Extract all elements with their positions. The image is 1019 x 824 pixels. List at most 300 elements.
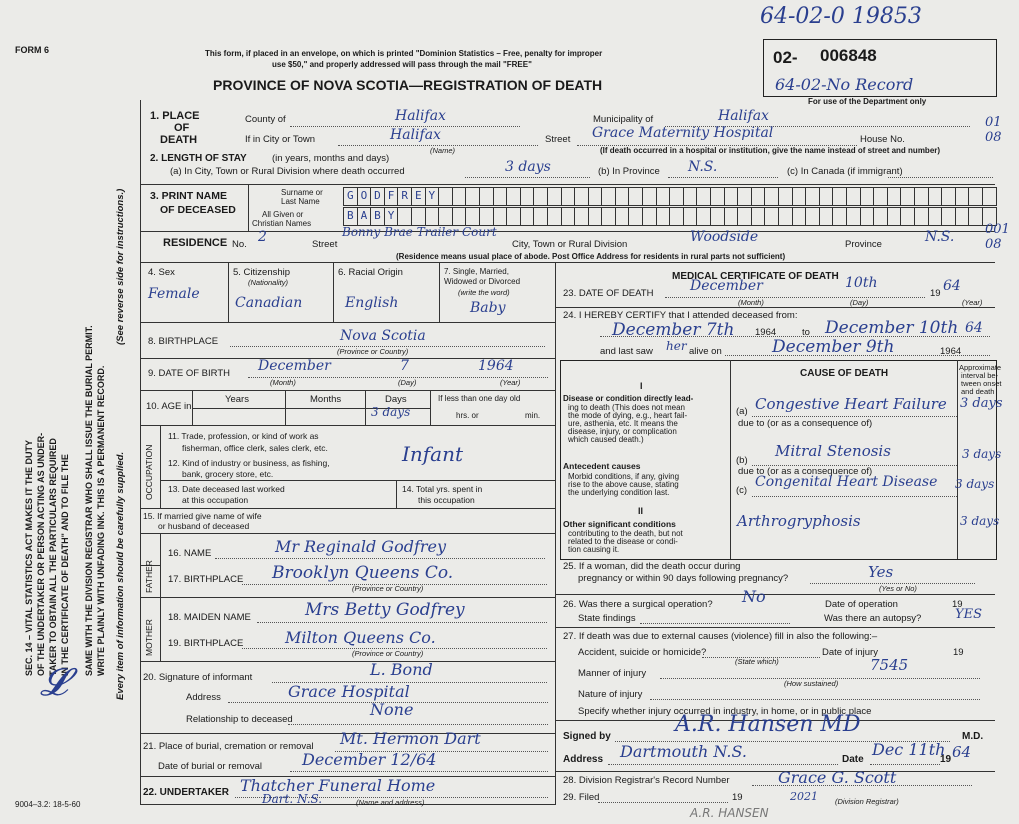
antecedent-label-2: Morbid conditions, if any, giving <box>568 472 680 481</box>
interval-label-2: interval be- <box>961 371 999 380</box>
letter-cell[interactable]: Y <box>426 188 440 205</box>
row-line-7 <box>140 322 555 323</box>
date-of-death-day: 10th <box>845 275 878 291</box>
letter-cell[interactable] <box>439 208 453 225</box>
envelope-note-1: This form, if placed in an envelope, on which is printed "Dominion Statistics – Free, penalty for improper <box>205 49 603 58</box>
dob-label: 9. DATE OF BIRTH <box>148 368 230 379</box>
age-lessday-label: If less than one day old <box>438 394 521 403</box>
letter-cell[interactable] <box>779 208 793 225</box>
burial-place: Mt. Hermon Dart <box>340 729 481 748</box>
side-every-item: Every item of information should be carefully supplied. <box>115 451 126 700</box>
nature-line <box>650 699 980 700</box>
physician-signature: A.R. Hansen MD <box>675 712 861 737</box>
letter-cell[interactable] <box>629 208 643 225</box>
marital-label-2: Widowed or Divorced <box>444 277 521 286</box>
row-line-mother <box>140 661 555 662</box>
divider-bottom <box>140 804 555 805</box>
dob-year: 1964 <box>478 358 514 374</box>
residence-margin-code: 001 08 <box>985 222 1010 252</box>
letter-cell[interactable] <box>874 208 888 225</box>
letter-cell[interactable] <box>494 188 508 205</box>
letter-cell[interactable] <box>847 208 861 225</box>
residence-no-label: No. <box>232 239 247 250</box>
marital-label-3: (write the word) <box>458 288 510 297</box>
accident-sub: (State which) <box>735 657 779 666</box>
side-text-1: SEC. 14 – VITAL STATISTICS ACT MAKES IT THE DUTY <box>24 439 34 676</box>
burial-date-line <box>290 771 548 772</box>
last-saw-date: December 9th <box>772 337 895 357</box>
q26-label: 26. Was there a surgical operation? <box>563 599 713 610</box>
md-label: M.D. <box>962 731 984 742</box>
letter-cell[interactable] <box>534 188 548 205</box>
autopsy-value: YES <box>955 607 982 622</box>
disease-label-4: ure, asthenia, etc. It means the <box>568 419 678 428</box>
letter-cell[interactable] <box>507 188 521 205</box>
q29-sub: (Division Registrar) <box>835 797 899 806</box>
letter-cell[interactable] <box>969 208 983 225</box>
other-conditions-value: Arthrogryphosis <box>737 512 861 530</box>
dob-month: December <box>258 358 331 374</box>
other-label-1: Other significant conditions <box>563 519 676 529</box>
letter-cell[interactable] <box>602 188 616 205</box>
age-years-label: Years <box>225 394 249 405</box>
nature-label: Nature of injury <box>578 689 643 700</box>
letter-cell[interactable] <box>466 188 480 205</box>
letter-cell[interactable] <box>548 188 562 205</box>
occupation-value: Infant <box>402 442 464 466</box>
race-label: 6. Racial Origin <box>338 267 403 278</box>
dob-month-sub: (Month) <box>270 378 296 387</box>
residence-division-label: City, Town or Rural Division <box>512 239 628 250</box>
stay-label: 2. LENGTH OF STAY <box>150 153 247 164</box>
accident-label: Accident, suicide or homicide? <box>578 647 707 658</box>
letter-cell[interactable] <box>439 188 453 205</box>
letter-cell[interactable] <box>861 188 875 205</box>
letter-cell[interactable] <box>398 208 412 225</box>
letter-cell[interactable] <box>956 208 970 225</box>
age-days-label: Days <box>385 394 407 405</box>
age-col-2 <box>285 390 286 425</box>
cause-a-line <box>752 416 957 417</box>
informant-address-label: Address <box>186 692 221 703</box>
date-of-death-yr-prefix: 19 <box>930 288 941 299</box>
antecedent-label-1: Antecedent causes <box>563 461 641 471</box>
divider-name <box>140 184 995 185</box>
residence-street: Bonny Brae Trailer Court <box>342 225 497 239</box>
father-side-label: FATHER <box>144 560 154 593</box>
letter-cell[interactable]: Y <box>385 208 399 225</box>
mother-birthplace-label: 19. BIRTHPLACE <box>168 638 244 649</box>
birthplace-value: Nova Scotia <box>340 328 426 344</box>
age-col-4 <box>430 390 431 425</box>
letter-cell[interactable]: A <box>358 208 372 225</box>
dob-year-sub: (Year) <box>500 378 521 387</box>
father-name-line <box>215 558 545 559</box>
race-value: English <box>345 295 399 311</box>
divider-q24 <box>555 307 995 308</box>
q28-label: 28. Division Registrar's Record Number <box>563 775 730 786</box>
citizenship-value: Canadian <box>235 295 303 311</box>
letter-cell[interactable] <box>657 188 671 205</box>
hospital-note: (If death occurred in a hospital or institution, give the name instead of street and number) <box>600 146 941 155</box>
other-conditions-interval: 3 days <box>960 514 1000 528</box>
form-code: 9004–3.2: 18-5-60 <box>15 800 81 809</box>
informant-address: Grace Hospital <box>288 682 410 701</box>
antecedent-label-4: the underlying condition last. <box>568 488 670 497</box>
given-name-cells[interactable] <box>343 207 997 226</box>
row-line-9 <box>140 390 555 391</box>
stay-c-label: (c) In Canada (if immigrant) <box>787 166 903 177</box>
cause-c-interval: 3 days <box>955 477 995 491</box>
registrar-signature: Grace G. Scott <box>778 768 897 787</box>
letter-cell[interactable] <box>466 208 480 225</box>
divider-q27 <box>555 627 995 628</box>
divider-residence <box>140 231 995 232</box>
letter-cell[interactable] <box>833 208 847 225</box>
marital-label-1: 7. Single, Married, <box>444 267 509 276</box>
letter-cell[interactable] <box>765 208 779 225</box>
file-number-handwritten: 64-02-0 19853 <box>760 4 922 29</box>
letter-cell[interactable] <box>453 188 467 205</box>
signed-date: Dec 11th <box>872 740 946 759</box>
place-label-3: DEATH <box>160 134 198 146</box>
letter-cell[interactable] <box>562 208 576 225</box>
form-number: FORM 6 <box>15 45 50 55</box>
letter-cell[interactable] <box>888 208 902 225</box>
row-line-occ <box>140 508 555 509</box>
letter-cell[interactable] <box>929 208 943 225</box>
father-name-label: 16. NAME <box>168 548 212 559</box>
letter-cell[interactable] <box>670 208 684 225</box>
due-to-1: due to (or as a consequence of) <box>738 418 873 429</box>
letter-cell[interactable] <box>942 188 956 205</box>
last-saw-pronoun: her <box>666 339 687 353</box>
attended-from: December 7th <box>612 320 735 340</box>
bottom-stamp: A.R. HANSEN <box>690 806 769 820</box>
attended-to: December 10th <box>825 318 959 338</box>
letter-cell[interactable] <box>765 188 779 205</box>
letter-cell[interactable] <box>562 188 576 205</box>
letter-cell[interactable] <box>548 208 562 225</box>
injury-date-yr: 19 <box>953 647 964 658</box>
disease-label-3: the mode of dying, e.g., heart fail- <box>568 411 688 420</box>
stay-b-label: (b) In Province <box>598 166 660 177</box>
row-line-10 <box>140 425 555 426</box>
manner-sub: (How sustained) <box>784 679 839 688</box>
letter-cell[interactable] <box>616 188 630 205</box>
letter-cell[interactable] <box>942 208 956 225</box>
letter-cell[interactable]: F <box>385 188 399 205</box>
letter-cell[interactable]: G <box>344 188 358 205</box>
physician-address-label: Address <box>563 754 604 765</box>
letter-cell[interactable] <box>738 188 752 205</box>
surname-label-1: Surname or <box>281 188 323 197</box>
father-name: Mr Reginald Godfrey <box>275 537 447 556</box>
manner-label: Manner of injury <box>578 668 647 679</box>
occupation-inner-line <box>160 480 555 481</box>
letter-cell[interactable] <box>589 208 603 225</box>
where-label: Specify whether injury occurred in industry, in home, or in public place <box>578 706 872 717</box>
residence-province: N.S. <box>925 229 955 245</box>
antecedent-label-3: rise to the above cause, stating <box>568 480 679 489</box>
undertaker-sub: (Name and address) <box>356 798 425 807</box>
cause-title: CAUSE OF DEATH <box>800 368 889 379</box>
mother-side-label: MOTHER <box>144 619 154 656</box>
signed-date-line <box>870 764 940 765</box>
letter-cell[interactable]: B <box>344 208 358 225</box>
cause-a-interval: 3 days <box>960 396 1003 411</box>
undertaker-address: Dart. N.S. <box>262 792 323 806</box>
occupation-side-line <box>160 425 161 508</box>
q11-label-1: 11. Trade, profession, or kind of work as <box>168 431 319 441</box>
letter-cell[interactable] <box>453 208 467 225</box>
parents-side-line <box>160 533 161 661</box>
cause-roman-1: I <box>640 381 643 391</box>
col-5-6 <box>333 262 334 322</box>
attended-to-label: to <box>802 327 810 338</box>
maiden-name-label: 18. MAIDEN NAME <box>168 612 251 623</box>
q29-label: 29. Filed <box>563 792 600 803</box>
q14-label-2: this occupation <box>418 495 475 505</box>
letter-cell[interactable] <box>480 208 494 225</box>
letter-cell[interactable] <box>969 188 983 205</box>
cause-b-label: (b) <box>736 455 748 466</box>
q11-label-2: fisherman, office clerk, sales clerk, etc. <box>182 443 328 453</box>
letter-cell[interactable] <box>711 208 725 225</box>
letter-cell[interactable] <box>643 208 657 225</box>
letter-cell[interactable] <box>806 188 820 205</box>
cause-divider-1 <box>730 360 731 559</box>
cause-c-label: (c) <box>736 485 748 496</box>
letter-cell[interactable]: O <box>358 188 372 205</box>
letter-cell[interactable]: B <box>371 208 385 225</box>
divider-personal <box>140 262 995 263</box>
letter-cell[interactable] <box>915 188 929 205</box>
side-text-5: SAME WITH THE DIVISION REGISTRAR WHO SHALL ISSUE THE BURIAL PERMIT. <box>84 325 94 676</box>
age-label: 10. AGE in <box>146 401 192 412</box>
registration-number: 006848 <box>820 46 877 65</box>
manner-code: 7545 <box>870 656 909 674</box>
letter-cell[interactable] <box>507 208 521 225</box>
q29-line <box>598 802 728 803</box>
date-of-death-year: 64 <box>943 278 961 294</box>
due-to-2: due to (or as a consequence of) <box>738 466 873 477</box>
place-label-1: 1. PLACE <box>150 110 200 122</box>
dob-day-sub: (Day) <box>398 378 417 387</box>
letter-cell[interactable] <box>684 208 698 225</box>
findings-label: State findings <box>578 613 636 624</box>
findings-line <box>640 623 790 624</box>
letter-cell[interactable] <box>670 188 684 205</box>
letter-cell[interactable]: D <box>371 188 385 205</box>
residence-province-label: Province <box>845 239 882 250</box>
letter-cell[interactable] <box>901 188 915 205</box>
letter-cell[interactable] <box>697 188 711 205</box>
letter-cell[interactable] <box>793 208 807 225</box>
q14-label-1: 14. Total yrs. spent in <box>402 484 483 494</box>
letter-cell[interactable] <box>752 208 766 225</box>
last-saw-label: and last saw <box>600 346 653 357</box>
letter-cell[interactable] <box>629 188 643 205</box>
disease-label-1: Disease or condition directly lead- <box>563 394 694 403</box>
letter-cell[interactable] <box>847 188 861 205</box>
letter-cell[interactable] <box>983 188 997 205</box>
cause-c-value: Congenital Heart Disease <box>755 474 938 490</box>
age-col-3 <box>365 390 366 425</box>
letter-cell[interactable] <box>711 188 725 205</box>
residence-label: RESIDENCE <box>163 237 228 249</box>
medical-title: MEDICAL CERTIFICATE OF DEATH <box>672 271 839 282</box>
alive-on-label: alive on <box>689 346 722 357</box>
letter-cell[interactable] <box>521 188 535 205</box>
cause-c-line <box>752 496 957 497</box>
letter-cell[interactable] <box>725 188 739 205</box>
q15-label-2: or husband of deceased <box>158 521 250 531</box>
letter-cell[interactable] <box>725 208 739 225</box>
stay-c-line <box>888 177 993 178</box>
date-of-death-month: December <box>690 278 763 294</box>
letter-cell[interactable] <box>494 208 508 225</box>
signed-date-label: Date <box>842 754 864 765</box>
letter-cell[interactable] <box>575 188 589 205</box>
q12-label-1: 12. Kind of industry or business, as fishing, <box>168 458 330 468</box>
burial-date: December 12/64 <box>302 750 437 769</box>
disease-label-5: disease, injury, or complication <box>568 427 677 436</box>
county-label: County of <box>245 114 286 125</box>
physician-address: Dartmouth N.S. <box>620 742 747 761</box>
cause-divider-2 <box>957 360 958 559</box>
q25-label-1: 25. If a woman, did the death occur during <box>563 561 741 572</box>
letter-cell[interactable] <box>643 188 657 205</box>
street-value: Grace Maternity Hospital <box>592 125 774 141</box>
name-label-1: 3. PRINT NAME <box>150 190 228 202</box>
residence-note: (Residence means usual place of abode. Post Office Address for residents in rural parts not sufficient) <box>396 252 786 261</box>
form-title: PROVINCE OF NOVA SCOTIA—REGISTRATION OF DEATH <box>213 77 603 93</box>
stay-a-line <box>465 177 590 178</box>
injury-date-label: Date of injury <box>822 647 878 658</box>
q12-label-2: bank, grocery store, etc. <box>182 469 274 479</box>
divider-q26 <box>555 594 995 595</box>
letter-cell[interactable] <box>412 208 426 225</box>
letter-cell[interactable] <box>589 188 603 205</box>
letter-cell[interactable] <box>575 208 589 225</box>
burial-place-label: 21. Place of burial, cremation or removal <box>143 741 314 752</box>
letter-cell[interactable] <box>793 188 807 205</box>
given-label-1: All Given or <box>262 210 304 219</box>
letter-cell[interactable] <box>929 188 943 205</box>
left-border <box>140 100 141 805</box>
other-label-4: tion causing it. <box>568 545 620 554</box>
letter-cell[interactable] <box>616 208 630 225</box>
letter-cell[interactable] <box>697 208 711 225</box>
letter-cell[interactable] <box>833 188 847 205</box>
citizenship-label: 5. Citizenship <box>233 267 291 278</box>
cause-b-interval: 3 days <box>962 447 1002 461</box>
stay-b-value: N.S. <box>688 159 718 175</box>
mother-birthplace-sub: (Province or Country) <box>352 649 424 658</box>
occupation-side-label: OCCUPATION <box>144 444 154 500</box>
q15-label-1: 15. If married give name of wife <box>143 511 262 521</box>
place-label-2: OF <box>174 122 190 134</box>
letter-cell[interactable] <box>806 208 820 225</box>
age-days-value: 3 days <box>371 405 411 419</box>
stay-label-sub: (in years, months and days) <box>272 153 390 164</box>
stay-a-value: 3 days <box>505 159 551 175</box>
letter-cell[interactable] <box>915 208 929 225</box>
age-months-label: Months <box>310 394 342 405</box>
surname-cells[interactable] <box>343 187 997 206</box>
q13-label-2: at this occupation <box>182 495 249 505</box>
q26-value: No <box>742 587 766 606</box>
place-margin-code: 01 08 <box>985 115 1002 145</box>
letter-cell[interactable]: R <box>398 188 412 205</box>
letter-cell[interactable]: E <box>412 188 426 205</box>
date-of-death-line <box>665 297 925 298</box>
house-no-label: House No. <box>860 134 905 145</box>
street-label: Street <box>545 134 571 145</box>
informant-signature-label: 20. Signature of informant <box>143 672 253 683</box>
letter-cell[interactable] <box>861 208 875 225</box>
birthplace-label: 8. BIRTHPLACE <box>148 336 219 347</box>
letter-cell[interactable] <box>901 208 915 225</box>
letter-cell[interactable] <box>956 188 970 205</box>
letter-cell[interactable] <box>684 188 698 205</box>
date-of-death-year-sub: (Year) <box>962 298 983 307</box>
informant-relationship-line <box>288 724 548 725</box>
side-reverse-note: (See reverse side for instructions.) <box>115 188 126 345</box>
q29-yr: 19 <box>732 792 743 803</box>
cause-roman-2: II <box>638 506 644 516</box>
letter-cell[interactable] <box>779 188 793 205</box>
letter-cell[interactable] <box>602 208 616 225</box>
letter-cell[interactable] <box>426 208 440 225</box>
side-text-4: IN THE CERTIFICATE OF DEATH" AND TO FILE THE <box>60 454 70 676</box>
cause-a-value: Congestive Heart Failure <box>755 395 947 413</box>
surname-label-2: Last Name <box>281 197 320 206</box>
department-use-note: For use of the Department only <box>808 97 927 106</box>
last-saw-year: 1964 <box>940 346 962 357</box>
informant-relationship-label: Relationship to deceased <box>186 714 293 725</box>
q25-value: Yes <box>868 563 894 581</box>
letter-cell[interactable] <box>820 208 834 225</box>
letter-cell[interactable] <box>738 208 752 225</box>
row-line-15 <box>140 533 555 534</box>
q25-label-2: pregnancy or within 90 days following pregnancy? <box>578 573 789 584</box>
letter-cell[interactable] <box>521 208 535 225</box>
disease-label-6: which caused death.) <box>568 435 644 444</box>
stay-a-label: (a) In City, Town or Rural Division where death occurred <box>170 166 405 177</box>
signed-date-yr-prefix: 19 <box>940 754 952 765</box>
q25-sub: (Yes or No) <box>879 584 917 593</box>
registration-prefix: 02- <box>773 48 798 67</box>
given-label-2: Christian Names <box>252 219 312 228</box>
divider-q28 <box>555 771 995 772</box>
letter-cell[interactable] <box>534 208 548 225</box>
letter-cell[interactable] <box>874 188 888 205</box>
letter-cell[interactable] <box>752 188 766 205</box>
letter-cell[interactable] <box>657 208 671 225</box>
father-birthplace: Brooklyn Queens Co. <box>272 563 454 583</box>
letter-cell[interactable] <box>820 188 834 205</box>
undertaker-name: Thatcher Funeral Home <box>240 776 436 795</box>
letter-cell[interactable] <box>480 188 494 205</box>
side-text-6: WRITE PLAINLY WITH UNFADING INK. THIS IS A PERMANENT RECORD. <box>96 365 106 676</box>
signed-by-label: Signed by <box>563 731 611 742</box>
letter-cell[interactable] <box>888 188 902 205</box>
operation-date-yr: 19 <box>952 599 963 610</box>
dob-day: 7 <box>400 358 409 374</box>
burial-date-label: Date of burial or removal <box>158 761 263 772</box>
